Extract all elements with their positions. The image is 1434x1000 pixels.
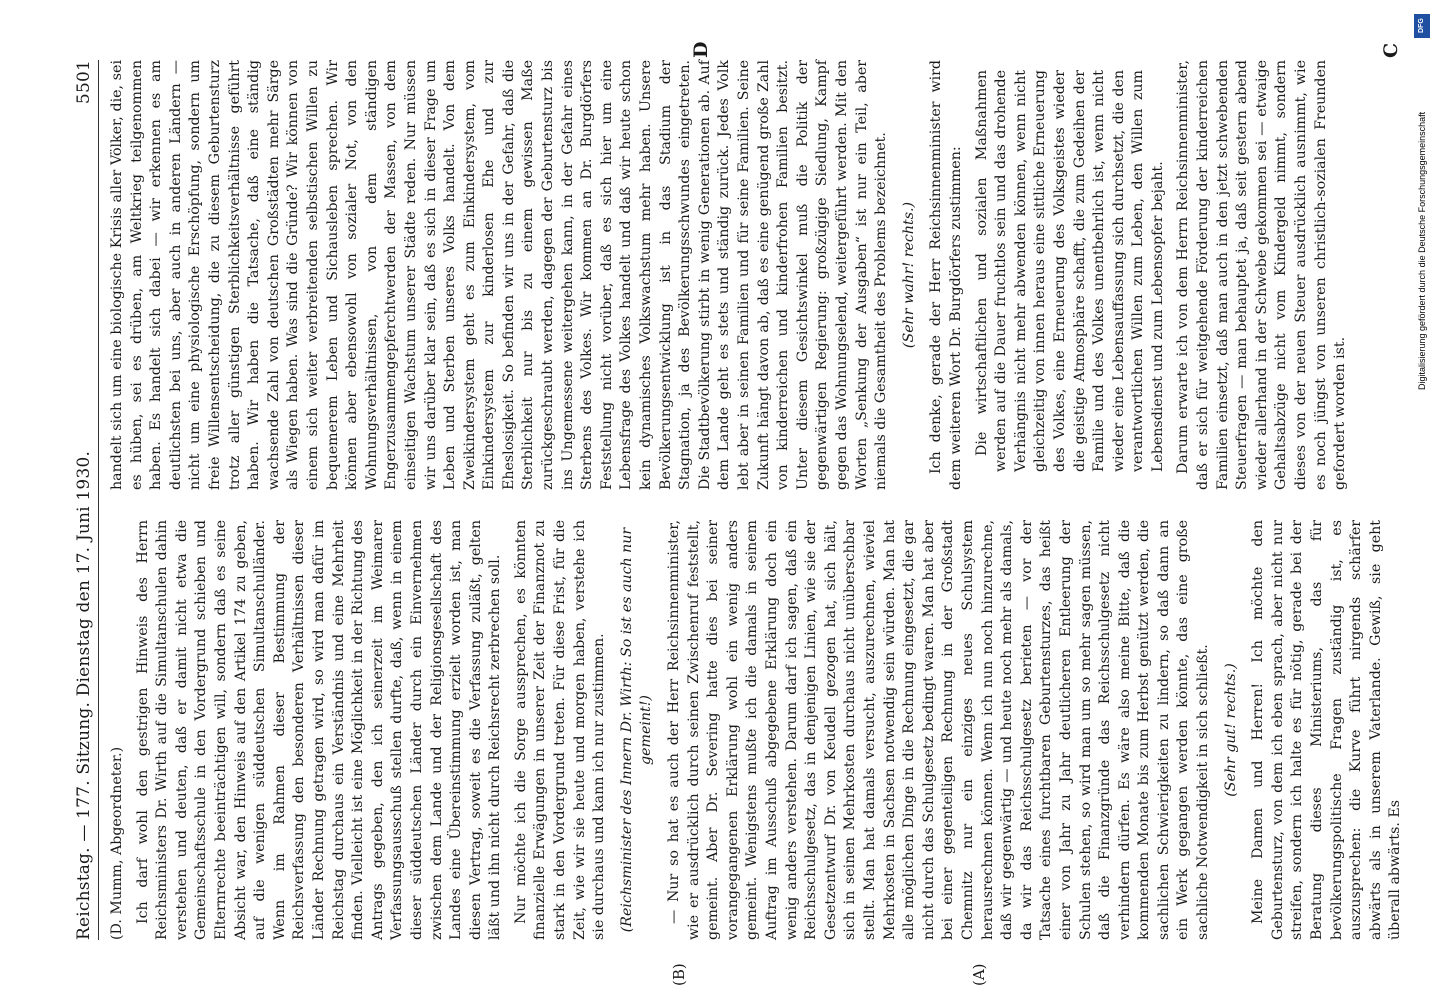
dfg-credit: Digitalisierung gefördert durch die Deutsche Forschungsgemeinschaft [1417, 111, 1427, 390]
interjection: (Sehr wahr! rechts.) [900, 201, 917, 349]
page-header [70, 60, 100, 940]
paragraph: Ich denke, gerade der Herr Reichsinnenminister wird dem weiteren Wort Dr. Burgdörfers zustimmen: [928, 60, 964, 490]
paragraph: Darum erwarte ich von dem Herrn Reichsinnenminister, daß er sich für weitgehende Förderung der kinderreichen Familien einsetzt, daß man auch in den jetzt schwebenden Steuerfragen — man behauptet ja, daß seit gestern abend wieder allerhand in der Schwebe gekommen sei — etwaige Gehaltsabzüge nicht vom Kindergeld nimmt, sondern dieses von der neuen Steuer ausdrücklich ausnimmt, wie es noch jüngst von unseren christlich-sozialen Freunden gefordert worden ist. [1175, 60, 1349, 490]
dfg-sidebar [1412, 10, 1432, 390]
column-right [108, 60, 1357, 490]
paragraph: — Nur so hat es auch der Herr Reichsinnenminister, wie er ausdrücklich durch seinen Zwischenruf feststellt, gemeint. Aber Dr. Severing hatte dies bei seiner vorangegangenen Erklärung wohl ein wenig anders gemeint. Wenigstens mußte ich die damals in seinem Auftrag im Ausschuß abgegebene Erklärung doch ein wenig anders verstehen. Darum darf ich sagen, daß ein Reichsschulgesetz, das in denjenigen Linien, wie sie der Gesetzentwurf Dr. von Keudell gezogen hat, sich hält, sich in seinen Mehrkosten durchaus nicht unüberschbar stellt. Man hat damals versucht, auszurechnen, wieviel Mehrkosten in Sachsen notwendig sein würden. Man hat alle möglichen Dinge in die Rechnung eingesetzt, die gar nicht durch das Schulgesetz bedingt waren. Man hat aber bei einer gegenteiligen Rechnung in der Großstadt Chemnitz nur ein einziges neues Schulsystem herausrechnen können. Wenn ich nun noch hinzurechne, daß wir gegenwärtig — und heute noch mehr als damals, da wir das Reichsschulgesetz berieten — vor der Tatsache eines furchtbaren Geburtensturzes, das heißt einer von Jahr zu Jahr deutlicheren Entleerung der Schulen stehen, so wird man um so mehr sagen müssen, daß die Finanzgründe das Reichsschulgesetz nicht verhindern dürfen. Es wäre also meine Bitte, daß die kommenden Monate bis zum Herbst genützt werden, die sachlichen Schwierigkeiten zu lindern, so daß dann an ein Werk gegangen werden könnte, das eine große sachliche Notwendigkeit in sich schließt. [666, 520, 1212, 940]
speaker-line: (D. Mumm, Abgeordneter.) [109, 746, 125, 940]
paragraph: Ich darf wohl den gestrigen Hinweis des Herrn Reichsministers Dr. Wirth auf die Simultanschulen dahin verstehen und deuten, daß er damit nicht etwa die Gemeinschaftsschule in den Vordergrund schieben und Elternrechte beeinträchtigen will, sondern daß es seine Absicht war, den Hinweis auf den Artikel 174 zu geben, auf die wenigen süddeutschen Simultanschulländer. Wenn im Rahmen dieser Bestimmung der Reichsverfassung den besonderen Verhältnissen dieser Länder Rechnung getragen wird, so wird man dafür im Reichstag durchaus ein Verständnis und eine Mehrheit finden. Vielleicht ist eine Möglichkeit in der Richtung des Antrags gegeben, den ich seinerzeit im Weimarer Verfassungsausschuß stellen durfte, daß, wenn in einem dieser süddeutschen Länder durch ein Einvernehmen zwischen dem Lande und der Religionsgesellschaft des Landes eine Übereinstimmung erzielt worden ist, man diesen Vertrag, soweit es die Verfassung zuläßt, gelten läßt und ihn nicht durch Reichsrecht zerbrechen soll. [134, 520, 504, 940]
page-number: 5501 [74, 60, 94, 105]
column-left [108, 520, 1412, 940]
interjection: (Reichsminister des Innern Dr. Wirth: So ist es auch nur gemeint!) [618, 527, 655, 933]
margin-marker-b: (B) [670, 963, 688, 986]
margin-marker-d: D [690, 41, 712, 58]
margin-marker-a: (A) [970, 963, 988, 986]
rotated-page [70, 41, 1404, 986]
margin-marker-c: C [1380, 42, 1402, 58]
paragraph: handelt sich um eine biologische Krisis aller Völker, die, sei es hüben, sei es drüben, am Weltkrieg teilgenommen haben. Es handelt sich dabei — wir erkennen es am deutlichsten bei uns, aber auch in anderen Ländern — nicht um eine physiologische Erschöpfung, sondern um freie Willensentscheidung, die zu diesem Geburtensturz trotz aller günstigen Sterblichkeitsverhältnisse geführt haben. Wir haben die Tatsache, daß eine ständig wachsende Zahl von deutschen Großstädten mehr Särge als Wiegen haben. Was sind die Gründe? Wir können von einem sich weiter verbreitenden selbstischen Willen zu bequemerem Leben und Sichausleben sprechen. Wir können aber ebensowohl von sozialer Not, von den Wohnungsverhältnissen, von dem ständigen Engerzusammengepferchtwerden der Massen, von dem einseitigen Wachstum unserer Städte reden. Nur müssen wir uns darüber klar sein, daß es sich in dieser Frage um Leben und Sterben unseres Volks handelt. Von dem Zweikindersystem geht es zum Einkindersystem, vom Einkindersystem zur kinderlosen Ehe und zur Eheslosigkeit. So befinden wir uns in der Gefahr, daß die Sterblichkeit nur bis zu einem gewissen Maße zurückgeschraubt werden, dagegen der Geburtensturz bis ins Ungemessene weitergehen kann, in der Gefahr eines Sterbens des Volkes. Wir kommen an Dr. Burgdörfers Feststellung nicht vorüber, daß es sich hier um eine Lebensfrage des Volkes handelt und daß wir heute schon kein dynamisches Volkswachstum mehr haben. Unsere Bevölkerungsentwicklung ist in das Stadium der Stagnation, ja des Bevölkerungsschwundes eingetreten. Die Stadtbevölkerung stirbt in wenig Generationen ab. Auf dem Lande geht es stets und ständig zurück. Jedes Volk lebt aber in seinen Familien und für seine Familien. Seine Zukunft hängt davon ab, daß es eine genügend große Zahl von kinderreichen und kinderfrohen Familien besitzt. Unter diesem Gesichtswinkel muß die Politik der gegenwärtigen Regierung: großzügige Siedlung, Kampf gegen das Wohnungselend, weitergeführt werden. Mit den Worten „Senkung der Ausgaben“ ist nur ein Teil, aber niemals die Gesamtheit des Problems bezeichnet. [109, 60, 890, 490]
quote-block: Die wirtschaftlichen und sozialen Maßnahmen werden auf die Dauer fruchtlos sein und das drohende Verhängnis nicht mehr abwenden können, wenn nicht gleichzeitig von innen heraus eine sittliche Erneuerung des Volkes, eine Erneuerung des Volksgeistes wieder die geistige Atmosphäre schafft, die zum Gedeihen der Familie und des Volkes unentbehrlich ist, wenn nicht wieder eine Lebensauffassung sich durchsetzt, die den verantwortlichen Willen zum Leben, den Willen zum Lebensdienst und zum Lebensopfer bejaht. [973, 70, 1166, 472]
dfg-logo: DFG [1414, 14, 1430, 38]
header-title: Reichstag. — 177. Sitzung. Dienstag den 17. Juni 1930. [74, 450, 94, 940]
paragraph: Nur möchte ich die Sorge aussprechen, es könnten finanzielle Erwägungen in unserer Zeit der Finanznot zu stark in den Vordergrund treten. Für diese Frist, für die Zeit, wie wir sie heute und morgen haben, verstehe ich sie durchaus und kann ich nur zustimmen. [512, 520, 608, 940]
paragraph: Meine Damen und Herren! Ich möchte den Geburtensturz, von dem ich eben sprach, aber nicht nur streifen, sondern ich halte es für nötig, gerade bei der Beratung dieses Ministeriums, das für bevölkerungspolitische Fragen zuständig ist, es auszusprechen: die Kurve führt nirgends schärfer abwärts als in unserem Vaterlande. Gewiß, sie geht überall abwärts. Es [1250, 520, 1404, 940]
header-rule [98, 60, 99, 940]
interjection: (Sehr gut! rechts.) [1222, 663, 1239, 797]
